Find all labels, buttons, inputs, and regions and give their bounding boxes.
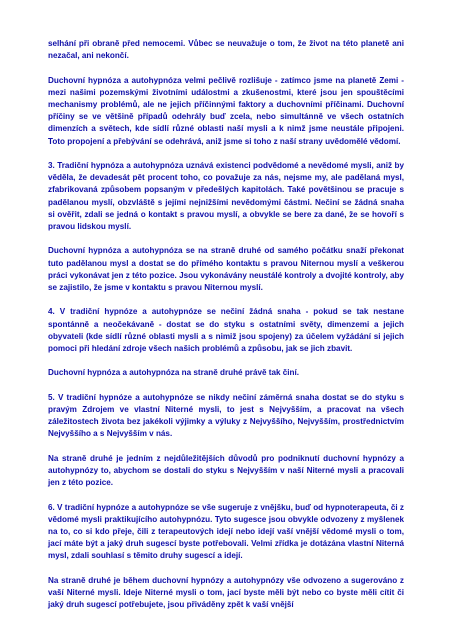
paragraph-6: Duchovní hypnóza a autohypnóza na straně druhé právě tak činí. — [48, 368, 300, 378]
paragraph-9: 6. V tradiční hypnóze a autohypnóze se vše sugeruje z vnějšku, buď od hypnoterapeuta, či z vědomé mysli praktikujícího autohypnózu. Tyto sugesce jsou obvykle odvozeny z myšlenek na to, co si kdo přeje, čili z terapeutových idejí nebo idejí vaší vnější vědomé mysli o tom, jací máte být a jaký druh sugescí byste potřebovali. Velmi zřídka je dotázána vlastní Niterná mysl, zdali souhlasí s těmito druhy sugescí a idejí. — [48, 502, 404, 561]
paragraph-8: Na straně druhé je jedním z nejdůležitějších důvodů pro podniknutí duchovní hypnózy a autohypnózy to, abychom se dostali do styku s Nejvyšším v naší Niterné mysli a pracovali jen z této pozice. — [48, 453, 404, 488]
paragraph-5: 4. V tradiční hypnóze a autohypnóze se nečiní žádná snaha - pokud se tak nestane spontánně a neočekávaně - dostat se do styku s ostatními světy, dimenzemi a jejich obyvateli (kde sídlí různé oblasti mysli a s nimiž jsou spojeny) za účelem vyžádání si jejich pomoci při hledání zdroje všech našich problémů a způsobu, jak se jich zbavit. — [48, 307, 404, 354]
paragraph-7: 5. V tradiční hypnóze a autohypnóze se nikdy nečiní záměrná snaha dostat se do styku s pravým Zdrojem ve vlastní Niterné mysli, to jest s Nejvyšším, a pracovat na všech záležitostech života bez jakékoli výjimky a výluky z Nejvyššího, Nejvyšším, prostřednictvím Nejvyššího a s Nejvyšším v nás. — [48, 392, 404, 439]
paragraph-3: 3. Tradiční hypnóza a autohypnóza uznává existenci podvědomé a nevědomé mysli, aniž by věděla, že devadesát pět procent toho, co považuje za nás, nejsme my, ale padělaná mysl, zfabrikovaná způsobem popsaným v předešlých kapitolách. Také povětšinou se pracuje s padělanou myslí, obzvláště s jejími nejnižšími nevědomými částmi. Nečiní se žádná snaha si ověřit, zdali se jedná o kontakt s pravou myslí, a obvykle se bere za dané, že se hovoří s pravou lidskou myslí. — [48, 161, 404, 232]
paragraph-1: selhání při obraně před nemocemi. Vůbec se neuvažuje o tom, že život na této planetě ani nezačal, ani nekončí. — [48, 39, 404, 61]
paragraph-4: Duchovní hypnóza a autohypnóza se na straně druhé od samého počátku snaží překonat tuto padělanou mysl a dostat se do přímého kontaktu s pravou Niternou myslí a veškerou práci vykonávat jen z této pozice. Jsou vykonávány neustálé kontroly a dvojité kontroly, aby se zajistilo, že jsme v kontaktu s pravou Niternou myslí. — [48, 246, 404, 293]
paragraph-2: Duchovní hypnóza a autohypnóza velmi pečlivě rozlišuje - zatímco jsme na planetě Zemi - mezi našimi pozemskými životními událostmi a zkušenostmi, které jsou jen spouštěcími mechanismy problémů, ale ne jejich příčinnými faktory a duchovními příčinami. Duchovní příčiny se ve většině případů odehrály buď zcela, nebo simultánně ve všech ostatních dimenzích a světech, kde sídlí různé oblasti naší mysli a k nimž jsme neustále připojeni. Toto propojení a přebývání se odehrává, aniž jsme si toho z naší strany uvědomělé vědomí. — [48, 75, 404, 146]
document-page — [48, 38, 404, 624]
paragraph-10: Na straně druhé je během duchovní hypnózy a autohypnózy vše odvozeno a sugerováno z vaší Niterné mysli. Ideje Niterné mysli o tom, jací byste měli být nebo co byste měli cítit či jaký druh sugescí potřebujete, jsou přiváděny zpět k vaší vnější — [48, 575, 404, 610]
